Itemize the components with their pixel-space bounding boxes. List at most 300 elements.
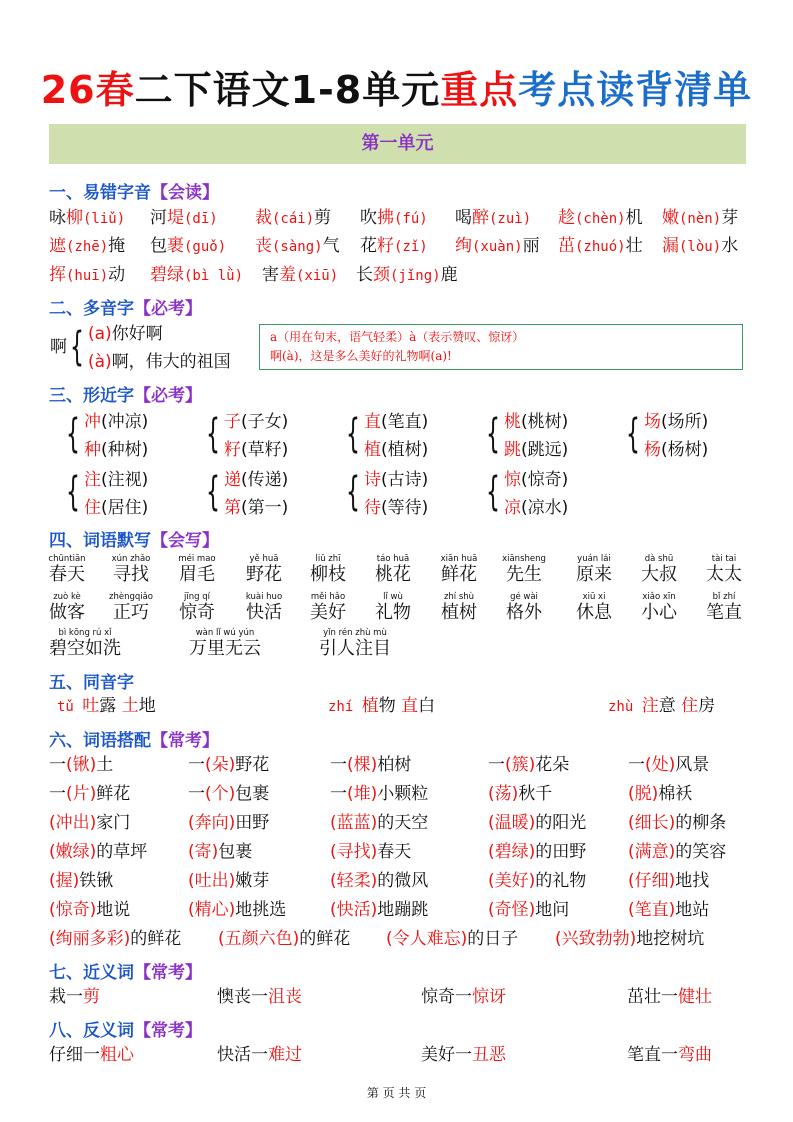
text: 丽 bbox=[522, 236, 540, 256]
word: 惊奇 bbox=[179, 602, 215, 623]
pinyin: kuài huo bbox=[245, 592, 283, 602]
keyword: 直 bbox=[364, 412, 381, 432]
text: 掩 bbox=[108, 236, 126, 256]
similar-char-item bbox=[644, 408, 708, 436]
text: 机 bbox=[625, 208, 643, 228]
keyword: (荡) bbox=[488, 784, 519, 804]
pron-item bbox=[360, 232, 428, 261]
word: 桃花 bbox=[375, 564, 411, 585]
vocab-word bbox=[687, 554, 761, 586]
text: 的田野 bbox=[535, 842, 587, 862]
similar-char-item bbox=[364, 408, 428, 436]
keyword: 桃 bbox=[504, 412, 521, 432]
pinyin: liǔ zhī bbox=[315, 554, 341, 564]
keyword: 弯曲 bbox=[678, 1045, 712, 1065]
pinyin: táo huā bbox=[376, 554, 410, 564]
pinyin: lǐ wù bbox=[383, 592, 403, 602]
text: 的草坪 bbox=[96, 842, 148, 862]
brace: { bbox=[486, 469, 500, 515]
keyword: (五颜六色) bbox=[218, 929, 300, 949]
keyword: 裹(guǒ) bbox=[167, 236, 227, 256]
collocation-item bbox=[188, 896, 286, 924]
vocab-word bbox=[422, 592, 496, 624]
text: 长 bbox=[356, 265, 373, 285]
similar-char-item bbox=[504, 494, 568, 522]
keyword: 颈(jǐng) bbox=[373, 265, 441, 285]
keyword: 健壮 bbox=[678, 987, 712, 1007]
text: 懊丧一 bbox=[217, 987, 268, 1007]
keyword: 冲 bbox=[84, 412, 101, 432]
text: 一 bbox=[188, 755, 205, 775]
keyword: 场 bbox=[644, 412, 661, 432]
collocation-item bbox=[188, 838, 252, 866]
vocab-word bbox=[487, 554, 561, 586]
keyword: 趁(chèn) bbox=[558, 208, 626, 228]
keyword: 种 bbox=[84, 440, 101, 460]
collocation-item bbox=[49, 809, 130, 837]
text: 嫩芽 bbox=[235, 871, 270, 891]
pron-item bbox=[262, 261, 338, 290]
keyword: 绚(xuàn) bbox=[455, 236, 523, 256]
vocab-word bbox=[227, 592, 301, 624]
polyphone-char: 啊 bbox=[50, 337, 67, 357]
keyword: 第 bbox=[224, 498, 241, 518]
text: (植树) bbox=[381, 440, 429, 460]
pinyin: méi mao bbox=[178, 554, 216, 564]
keyword: (仔细) bbox=[628, 871, 676, 891]
text: 地站 bbox=[675, 900, 710, 920]
word: 笔直 bbox=[706, 602, 742, 623]
collocation-item bbox=[628, 896, 709, 924]
text: (种树) bbox=[101, 440, 149, 460]
pinyin: chūntiān bbox=[48, 554, 86, 564]
similar-char-item bbox=[644, 436, 708, 464]
collocation-item bbox=[49, 751, 113, 779]
keyword: 难过 bbox=[268, 1045, 302, 1065]
text: 的柳条 bbox=[675, 813, 727, 833]
text: 花朵 bbox=[535, 755, 570, 775]
keyword: 醉(zuì) bbox=[472, 208, 532, 228]
text: 春天 bbox=[377, 842, 412, 862]
text: 地挑选 bbox=[235, 900, 287, 920]
vocab-word bbox=[30, 592, 104, 624]
keyword: (棵) bbox=[347, 755, 378, 775]
keyword: (锹) bbox=[66, 755, 97, 775]
keyword: (堆) bbox=[347, 784, 378, 804]
pinyin: wàn lǐ wú yún bbox=[195, 628, 255, 638]
keyword: 裁(cái) bbox=[255, 208, 315, 228]
text: 芽 bbox=[721, 208, 739, 228]
vocab-word bbox=[94, 592, 168, 624]
polyphone-reading: (a)你好啊 bbox=[88, 324, 163, 344]
word: 鲜花 bbox=[441, 564, 477, 585]
text: 地 bbox=[138, 696, 156, 716]
text: 物 bbox=[378, 696, 402, 716]
section-heading: 二、多音字【必考】 bbox=[49, 299, 202, 319]
text: 花 bbox=[360, 236, 377, 256]
keyword: (处) bbox=[645, 755, 676, 775]
collocation-item bbox=[488, 867, 586, 895]
vocab-word bbox=[160, 554, 234, 586]
keyword: 跳 bbox=[504, 440, 521, 460]
collocation-item bbox=[49, 838, 147, 866]
page-footer: 第 页 共 页 bbox=[366, 1086, 427, 1100]
page-title: 26春二下语文1-8单元重点考点读背清单 bbox=[40, 68, 753, 112]
pron-item bbox=[150, 261, 243, 290]
vocab-word bbox=[557, 554, 631, 586]
word: 大叔 bbox=[641, 564, 677, 585]
keyword: (温暖) bbox=[488, 813, 536, 833]
keyword: (快活) bbox=[330, 900, 378, 920]
collocation-item bbox=[628, 867, 709, 895]
text: 河 bbox=[150, 208, 167, 228]
text: (注视) bbox=[101, 470, 149, 490]
keyword: (兴致勃勃) bbox=[555, 929, 637, 949]
collocation-item bbox=[330, 751, 411, 779]
text: 包裹 bbox=[235, 784, 270, 804]
text: 惊奇一 bbox=[421, 987, 472, 1007]
keyword: 住 bbox=[84, 498, 101, 518]
brace: { bbox=[70, 324, 84, 370]
collocation-item bbox=[330, 867, 428, 895]
word: 寻找 bbox=[113, 564, 149, 585]
text: (子女) bbox=[241, 412, 289, 432]
text: 的微风 bbox=[377, 871, 429, 891]
word: 小心 bbox=[641, 602, 677, 623]
vocab-word bbox=[160, 592, 234, 624]
vocab-word bbox=[487, 592, 561, 624]
similar-char-item bbox=[84, 436, 148, 464]
vocab-word bbox=[557, 592, 631, 624]
collocation-item bbox=[488, 780, 552, 808]
pinyin: zuò kè bbox=[53, 592, 81, 602]
unit-header: 第一单元 bbox=[49, 124, 746, 164]
keyword: 柳(liǔ) bbox=[66, 208, 126, 228]
pron-item bbox=[455, 232, 540, 261]
text: 的鲜花 bbox=[299, 929, 351, 949]
pinyin: yǐn rén zhù mù bbox=[323, 628, 387, 638]
keyword: 羞(xiū) bbox=[279, 265, 339, 285]
vocab-word bbox=[183, 628, 267, 660]
similar-char-item bbox=[84, 494, 148, 522]
section-heading: 三、形近字【必考】 bbox=[49, 386, 202, 406]
collocation-item bbox=[628, 809, 726, 837]
keyword: 惊 bbox=[504, 470, 521, 490]
word: 美好 bbox=[310, 602, 346, 623]
similar-char-item bbox=[504, 408, 568, 436]
vocab-word bbox=[291, 592, 365, 624]
text: 白 bbox=[418, 696, 436, 716]
synonym-pair bbox=[627, 983, 712, 1011]
text: 笔直一 bbox=[627, 1045, 678, 1065]
section-heading: 五、同音字 bbox=[49, 673, 134, 693]
keyword: (脱) bbox=[628, 784, 659, 804]
collocation-item bbox=[49, 925, 181, 953]
collocation-item bbox=[628, 838, 726, 866]
brace: { bbox=[346, 469, 360, 515]
keyword: 子 bbox=[224, 412, 241, 432]
text: 一 bbox=[49, 784, 66, 804]
text: 栽一 bbox=[49, 987, 83, 1007]
pron-item bbox=[150, 232, 226, 261]
text: 一 bbox=[628, 755, 645, 775]
vocab-word bbox=[687, 592, 761, 624]
pinyin: xún zhǎo bbox=[111, 554, 151, 564]
brace: { bbox=[206, 411, 220, 457]
text: (笔直) bbox=[381, 412, 429, 432]
collocation-item bbox=[188, 809, 269, 837]
brace: { bbox=[486, 411, 500, 457]
text: 美好一 bbox=[421, 1045, 472, 1065]
collocation-item bbox=[218, 925, 350, 953]
section-heading: 六、词语搭配【常考】 bbox=[49, 731, 219, 751]
word: 柳枝 bbox=[310, 564, 346, 585]
keyword: 碧绿(bì lǜ) bbox=[150, 265, 244, 285]
pron-item bbox=[662, 204, 738, 233]
pron-item bbox=[255, 232, 340, 261]
word: 做客 bbox=[49, 602, 85, 623]
pinyin: bǐ zhí bbox=[712, 592, 736, 602]
keyword: (碧绿) bbox=[488, 842, 536, 862]
text: 一 bbox=[49, 755, 66, 775]
similar-char-item bbox=[364, 436, 428, 464]
word: 野花 bbox=[246, 564, 282, 585]
text: (古诗) bbox=[381, 470, 429, 490]
brace: { bbox=[206, 469, 220, 515]
keyword: (朵) bbox=[205, 755, 236, 775]
text: 地找 bbox=[675, 871, 710, 891]
keyword: (握) bbox=[49, 871, 80, 891]
keyword: 待 bbox=[364, 498, 381, 518]
collocation-item bbox=[386, 925, 518, 953]
pinyin: dà shū bbox=[644, 554, 674, 564]
brace: { bbox=[346, 411, 360, 457]
keyword: 籽 bbox=[224, 440, 241, 460]
pinyin: zhí shù bbox=[443, 592, 475, 602]
antonym-pair bbox=[217, 1041, 302, 1069]
keyword: (片) bbox=[66, 784, 97, 804]
homophone-group bbox=[608, 692, 715, 721]
collocation-item bbox=[49, 867, 113, 895]
text: 野花 bbox=[235, 755, 270, 775]
collocation-item bbox=[628, 780, 692, 808]
keyword: (奇怪) bbox=[488, 900, 536, 920]
keyword: 注 bbox=[641, 696, 659, 716]
word: 礼物 bbox=[375, 602, 411, 623]
similar-char-item bbox=[364, 494, 428, 522]
collocation-item bbox=[488, 809, 586, 837]
text: 露 bbox=[99, 696, 122, 716]
homophone-group bbox=[328, 692, 435, 721]
section-heading: 四、词语默写【会写】 bbox=[49, 531, 219, 551]
collocation-item bbox=[330, 809, 428, 837]
vocab-word bbox=[291, 554, 365, 586]
vocab-word bbox=[43, 628, 127, 660]
keyword: 递 bbox=[224, 470, 241, 490]
text: 地挖树坑 bbox=[636, 929, 705, 949]
text: 小颗粒 bbox=[377, 784, 429, 804]
keyword: 杨 bbox=[644, 440, 661, 460]
pron-item bbox=[360, 204, 428, 233]
keyword: 土 bbox=[121, 696, 139, 716]
antonym-pair bbox=[49, 1041, 134, 1069]
word: 休息 bbox=[576, 602, 612, 623]
text: (杨树) bbox=[661, 440, 709, 460]
text: 风景 bbox=[675, 755, 710, 775]
collocation-item bbox=[330, 780, 428, 808]
collocation-item bbox=[49, 896, 130, 924]
keyword: 遮(zhē) bbox=[49, 236, 109, 256]
text: 气 bbox=[322, 236, 340, 256]
text: (凉水) bbox=[521, 498, 569, 518]
pinyin: zhèngqiǎo bbox=[108, 592, 154, 602]
vocab-word bbox=[30, 554, 104, 586]
collocation-item bbox=[488, 751, 569, 779]
text: 一 bbox=[188, 784, 205, 804]
text: 的天空 bbox=[377, 813, 429, 833]
text: 的鲜花 bbox=[130, 929, 182, 949]
keyword: 丧(sàng) bbox=[255, 236, 323, 256]
vocab-word bbox=[356, 554, 430, 586]
pron-item bbox=[558, 232, 643, 261]
text: 地问 bbox=[535, 900, 570, 920]
note-box: a（用在句末，语气轻柔）à（表示赞叹、惊讶） 啊(à)，这是多么美好的礼物啊(a)! bbox=[259, 324, 743, 370]
keyword: (轻柔) bbox=[330, 871, 378, 891]
keyword: (冲出) bbox=[49, 813, 97, 833]
keyword: 堤(dī) bbox=[167, 208, 218, 228]
antonym-pair bbox=[421, 1041, 506, 1069]
text: 一 bbox=[330, 755, 347, 775]
keyword: (美好) bbox=[488, 871, 536, 891]
word: 格外 bbox=[506, 602, 542, 623]
text: 铁锹 bbox=[79, 871, 114, 891]
text: 鹿 bbox=[440, 265, 458, 285]
pinyin: gé wài bbox=[510, 592, 538, 602]
keyword: (个) bbox=[205, 784, 236, 804]
pron-item bbox=[662, 232, 738, 261]
text: 喝 bbox=[455, 208, 472, 228]
text: 仔细一 bbox=[49, 1045, 100, 1065]
section-heading: 八、反义词【常考】 bbox=[49, 1021, 202, 1041]
keyword: (吐出) bbox=[188, 871, 236, 891]
pinyin: xiān huā bbox=[440, 554, 478, 564]
text: 棉袄 bbox=[658, 784, 693, 804]
keyword: 惊讶 bbox=[472, 987, 506, 1007]
word: 碧空如洗 bbox=[49, 638, 121, 659]
pinyin: yuán lái bbox=[577, 554, 611, 564]
keyword: 漏(lòu) bbox=[662, 236, 722, 256]
keyword: (嫩绿) bbox=[49, 842, 97, 862]
similar-char-item bbox=[224, 494, 288, 522]
pinyin: xiǎo xīn bbox=[642, 592, 676, 602]
pinyin: yě huā bbox=[249, 554, 279, 564]
keyword: 凉 bbox=[504, 498, 521, 518]
text: 柏树 bbox=[377, 755, 412, 775]
pron-item bbox=[356, 261, 458, 290]
vocab-word bbox=[622, 592, 696, 624]
brace: { bbox=[626, 411, 640, 457]
similar-char-item bbox=[504, 466, 568, 494]
keyword: (精心) bbox=[188, 900, 236, 920]
pinyin: xiū xi bbox=[582, 592, 606, 602]
text: 快活一 bbox=[217, 1045, 268, 1065]
word: 原来 bbox=[576, 564, 612, 585]
collocation-item bbox=[49, 780, 130, 808]
text: 水 bbox=[721, 236, 739, 256]
brace: { bbox=[66, 469, 80, 515]
collocation-item bbox=[488, 896, 569, 924]
vocab-word bbox=[313, 628, 397, 660]
word: 正巧 bbox=[113, 602, 149, 623]
keyword: (满意) bbox=[628, 842, 676, 862]
collocation-item bbox=[188, 751, 269, 779]
synonym-pair bbox=[421, 983, 506, 1011]
pron-item bbox=[558, 204, 643, 233]
synonym-pair bbox=[217, 983, 302, 1011]
text: 意 bbox=[658, 696, 682, 716]
text: 一 bbox=[488, 755, 505, 775]
pinyin: jīng qí bbox=[184, 592, 210, 602]
collocation-item bbox=[628, 751, 709, 779]
vocab-word bbox=[227, 554, 301, 586]
word: 眉毛 bbox=[179, 564, 215, 585]
keyword: (笔直) bbox=[628, 900, 676, 920]
pron-item bbox=[255, 204, 331, 233]
text: 动 bbox=[108, 265, 126, 285]
text: (居住) bbox=[101, 498, 149, 518]
pron-item bbox=[49, 232, 125, 261]
text: (等待) bbox=[381, 498, 429, 518]
word: 快活 bbox=[246, 602, 282, 623]
vocab-word bbox=[422, 554, 496, 586]
text: 土 bbox=[96, 755, 114, 775]
keyword: 植 bbox=[364, 440, 381, 460]
text: 的笑容 bbox=[675, 842, 727, 862]
keyword: 丑恶 bbox=[472, 1045, 506, 1065]
word: 太太 bbox=[706, 564, 742, 585]
keyword: 植 bbox=[361, 696, 379, 716]
text: (跳远) bbox=[521, 440, 569, 460]
keyword: 嫩(nèn) bbox=[662, 208, 722, 228]
keyword: 沮丧 bbox=[268, 987, 302, 1007]
word: 万里无云 bbox=[189, 638, 261, 659]
text: 田野 bbox=[235, 813, 270, 833]
pinyin: tǔ bbox=[57, 699, 83, 715]
text: 剪 bbox=[314, 208, 332, 228]
similar-char-item bbox=[224, 408, 288, 436]
pinyin: bì kōng rú xǐ bbox=[58, 628, 112, 638]
keyword: 茁(zhuó) bbox=[558, 236, 626, 256]
pinyin: tài tai bbox=[711, 554, 737, 564]
text: 地蹦跳 bbox=[377, 900, 429, 920]
pron-item bbox=[49, 261, 125, 290]
text: 茁壮一 bbox=[627, 987, 678, 1007]
keyword: (簇) bbox=[505, 755, 536, 775]
keyword: 挥(huī) bbox=[49, 265, 109, 285]
pinyin: měi hǎo bbox=[310, 592, 346, 602]
word: 春天 bbox=[49, 564, 85, 585]
pron-item bbox=[150, 204, 218, 233]
similar-char-item bbox=[224, 466, 288, 494]
text: 咏 bbox=[49, 208, 66, 228]
collocation-item bbox=[488, 838, 586, 866]
keyword: 剪 bbox=[83, 987, 100, 1007]
antonym-pair bbox=[627, 1041, 712, 1069]
similar-char-item bbox=[84, 408, 148, 436]
text: 地说 bbox=[96, 900, 131, 920]
text: (第一) bbox=[241, 498, 289, 518]
text: 秋千 bbox=[518, 784, 553, 804]
